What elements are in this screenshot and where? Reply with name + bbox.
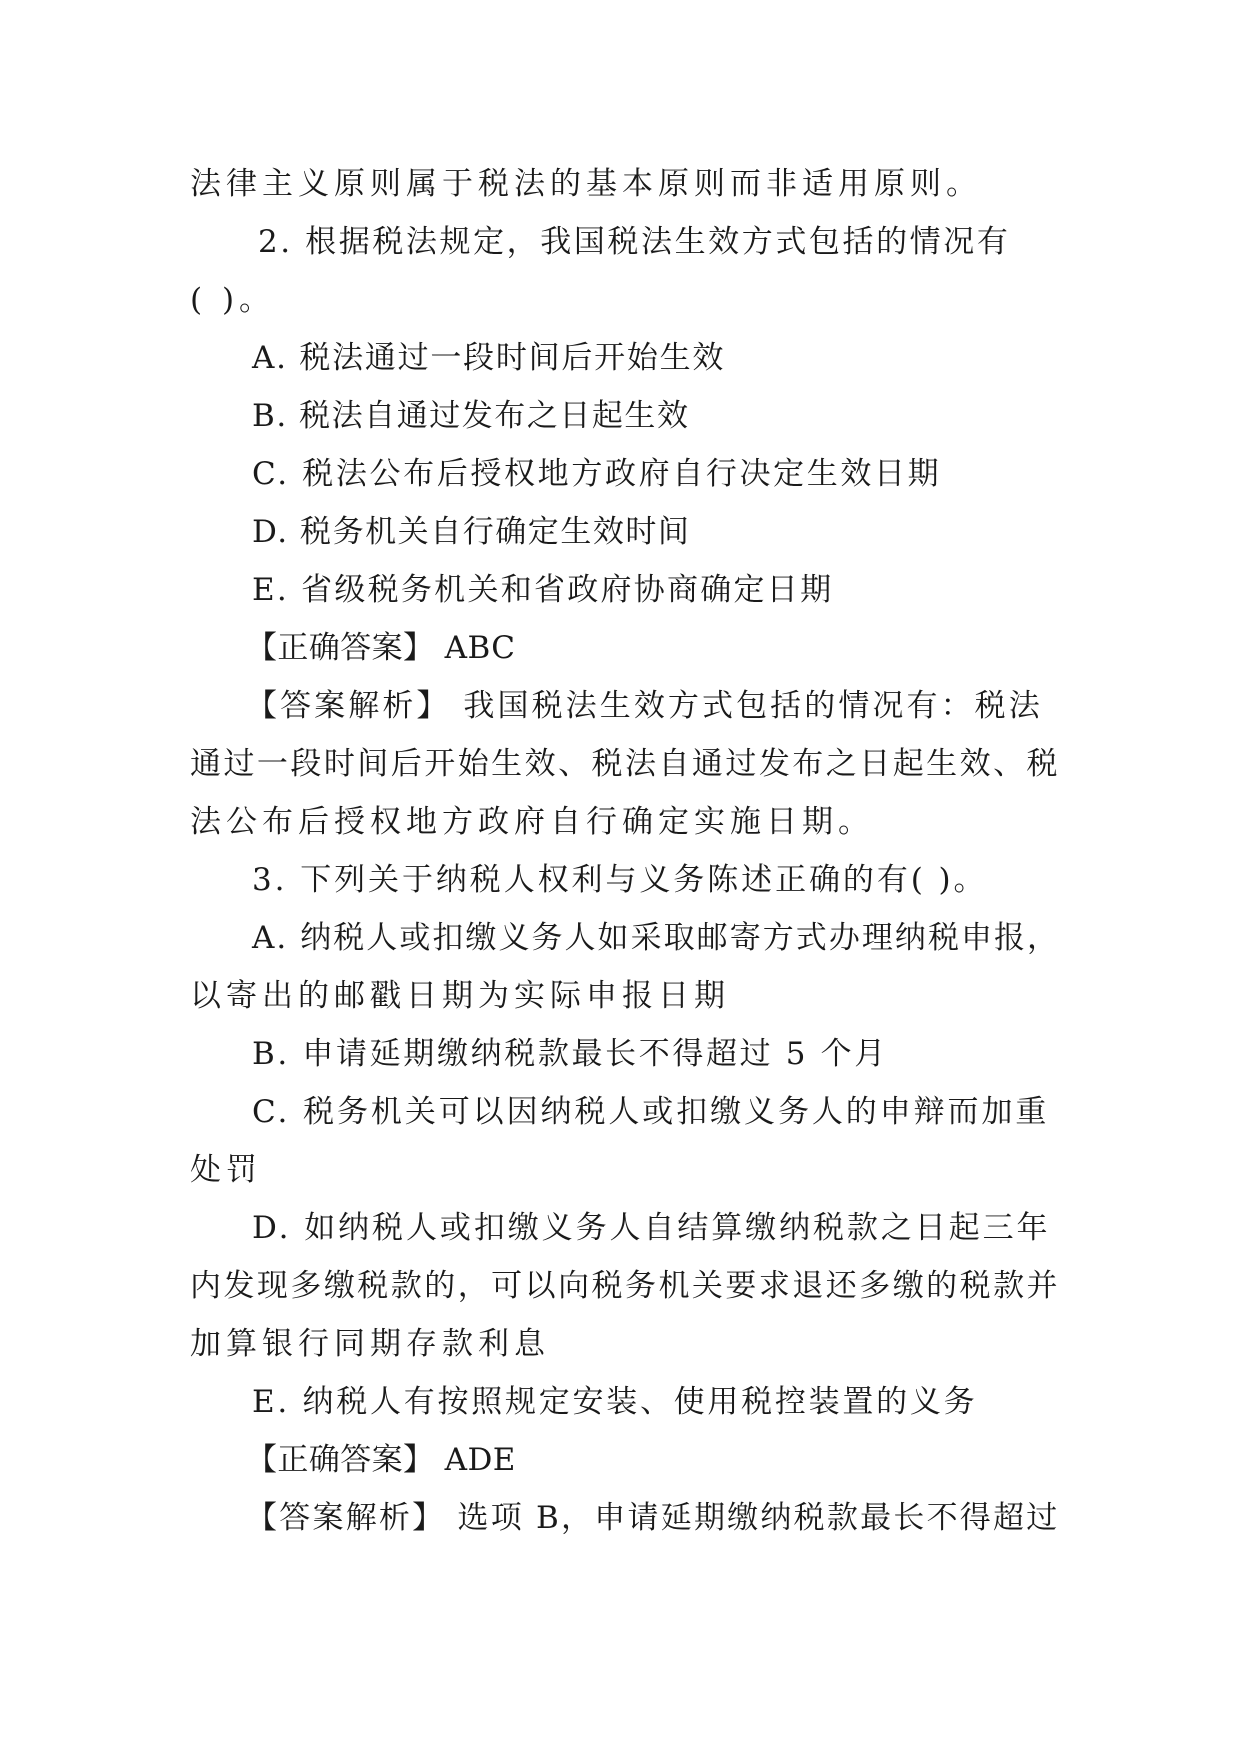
correct-answer: 【正确答案】 ABC — [246, 630, 516, 666]
option-b: B. 税法自通过发布之日起生效 — [252, 398, 690, 434]
option-d: D. 如纳税人或扣缴义务人自结算缴纳税款之日起三年 — [252, 1210, 1051, 1246]
text-line: 法律主义原则属于税法的基本原则而非适用原则。 — [190, 166, 982, 202]
question-3-stem: 3. 下列关于纳税人权利与义务陈述正确的有( )。 — [252, 862, 988, 898]
text-line: 通过一段时间后开始生效、税法自通过发布之日起生效、税 — [190, 746, 1060, 782]
option-c: C. 税法公布后授权地方政府自行决定生效日期 — [252, 456, 942, 492]
text-line: 以寄出的邮戳日期为实际申报日期 — [190, 978, 730, 1014]
option-d: D. 税务机关自行确定生效时间 — [252, 514, 691, 550]
option-e: E. 省级税务机关和省政府协商确定日期 — [252, 572, 834, 608]
option-a: A. 税法通过一段时间后开始生效 — [252, 340, 726, 376]
option-a: A. 纳税人或扣缴义务人如采取邮寄方式办理纳税申报， — [252, 920, 1061, 956]
text-line: 加算银行同期存款利息 — [190, 1326, 550, 1362]
option-c: C. 税务机关可以因纳税人或扣缴义务人的申辩而加重 — [252, 1094, 1050, 1130]
text-line: 法公布后授权地方政府自行确定实施日期。 — [190, 804, 874, 840]
text-line: 内发现多缴税款的，可以向税务机关要求退还多缴的税款并 — [190, 1268, 1060, 1304]
option-e: E. 纳税人有按照规定安装、使用税控装置的义务 — [252, 1384, 978, 1420]
option-b: B. 申请延期缴纳税款最长不得超过 5 个月 — [252, 1036, 888, 1072]
answer-explanation: 【答案解析】 选项 B，申请延期缴纳税款最长不得超过 — [246, 1500, 1060, 1536]
question-2-stem: 2. 根据税法规定，我国税法生效方式包括的情况有 — [258, 224, 1011, 260]
answer-explanation: 【答案解析】 我国税法生效方式包括的情况有：税法 — [246, 688, 1043, 724]
correct-answer: 【正确答案】 ADE — [246, 1442, 516, 1478]
text-line: 处罚 — [190, 1152, 262, 1188]
text-line: ( )。 — [190, 282, 276, 318]
